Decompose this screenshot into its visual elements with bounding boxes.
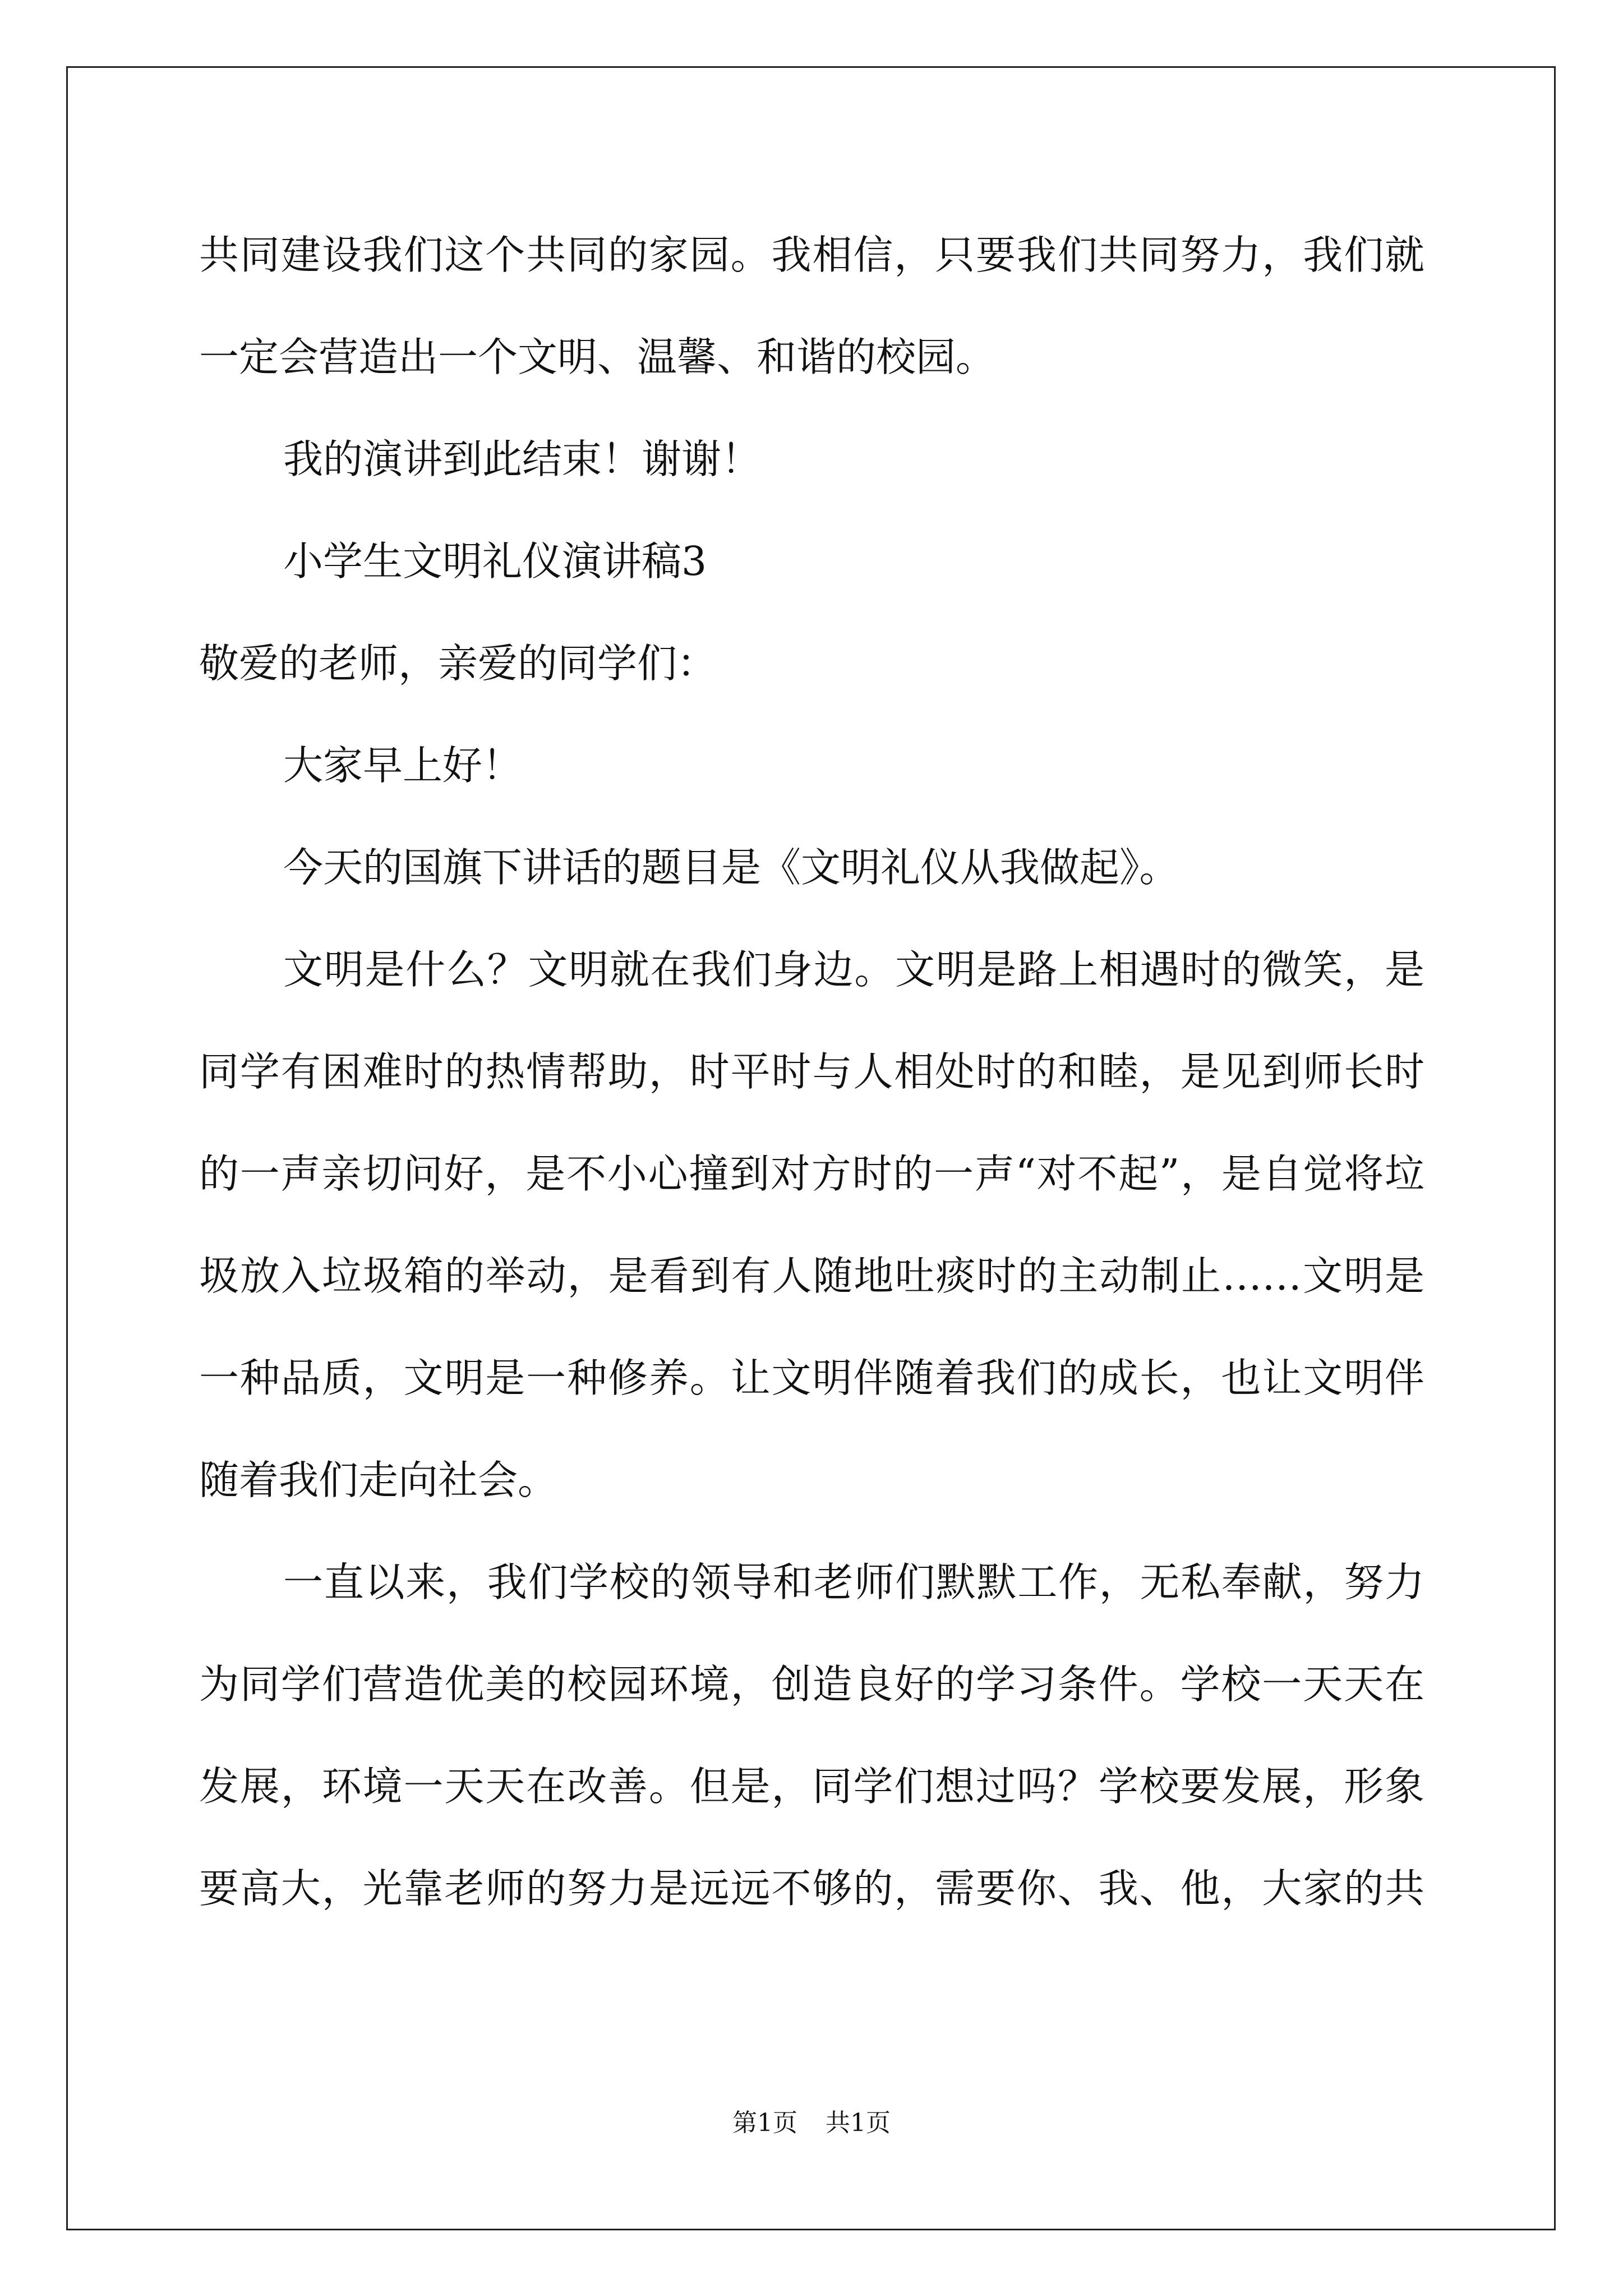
paragraph-line: 我的演讲到此结束！谢谢！ xyxy=(283,436,762,482)
salutation: 敬爱的老师，亲爱的同学们： xyxy=(199,640,717,687)
page-number: 第1页 xyxy=(732,2109,797,2137)
paragraph-line: 今天的国旗下讲话的题目是《文明礼仪从我做起》。 xyxy=(283,844,1179,891)
paragraph-line: 共同建设我们这个共同的家园。我相信，只要我们共同努力，我们就 xyxy=(199,232,1424,278)
paragraph-line: 文明是什么？文明就在我们身边。文明是路上相遇时的微笑，是 xyxy=(283,946,1424,993)
paragraph-line: 圾放入垃圾箱的举动，是看到有人随地吐痰时的主动制止……文明是 xyxy=(199,1253,1424,1299)
paragraph-line: 随着我们走向社会。 xyxy=(199,1457,558,1503)
page-count: 共1页 xyxy=(826,2109,891,2137)
document-body xyxy=(199,222,1424,1957)
page-footer xyxy=(0,2106,1623,2140)
paragraph-line: 要高大，光靠老师的努力是远远不够的，需要你、我、他，大家的共 xyxy=(199,1865,1424,1912)
section-title: 小学生文明礼仪演讲稿3 xyxy=(283,538,707,585)
paragraph-line: 发展，环境一天天在改善。但是，同学们想过吗？学校要发展，形象 xyxy=(199,1763,1424,1810)
paragraph-line: 一种品质，文明是一种修养。让文明伴随着我们的成长，也让文明伴 xyxy=(199,1355,1424,1401)
paragraph-line: 同学有困难时的热情帮助，时平时与人相处时的和睦，是见到师长时 xyxy=(199,1048,1424,1095)
paragraph-line: 的一声亲切问好，是不小心撞到对方时的一声“对不起”，是自觉将垃 xyxy=(199,1151,1424,1197)
paragraph-line: 一直以来，我们学校的领导和老师们默默工作，无私奉献，努力 xyxy=(283,1559,1424,1605)
greeting: 大家早上好！ xyxy=(283,742,523,789)
paragraph-line: 为同学们营造优美的校园环境，创造良好的学习条件。学校一天天在 xyxy=(199,1661,1424,1708)
paragraph-line: 一定会营造出一个文明、温馨、和谐的校园。 xyxy=(199,334,996,380)
